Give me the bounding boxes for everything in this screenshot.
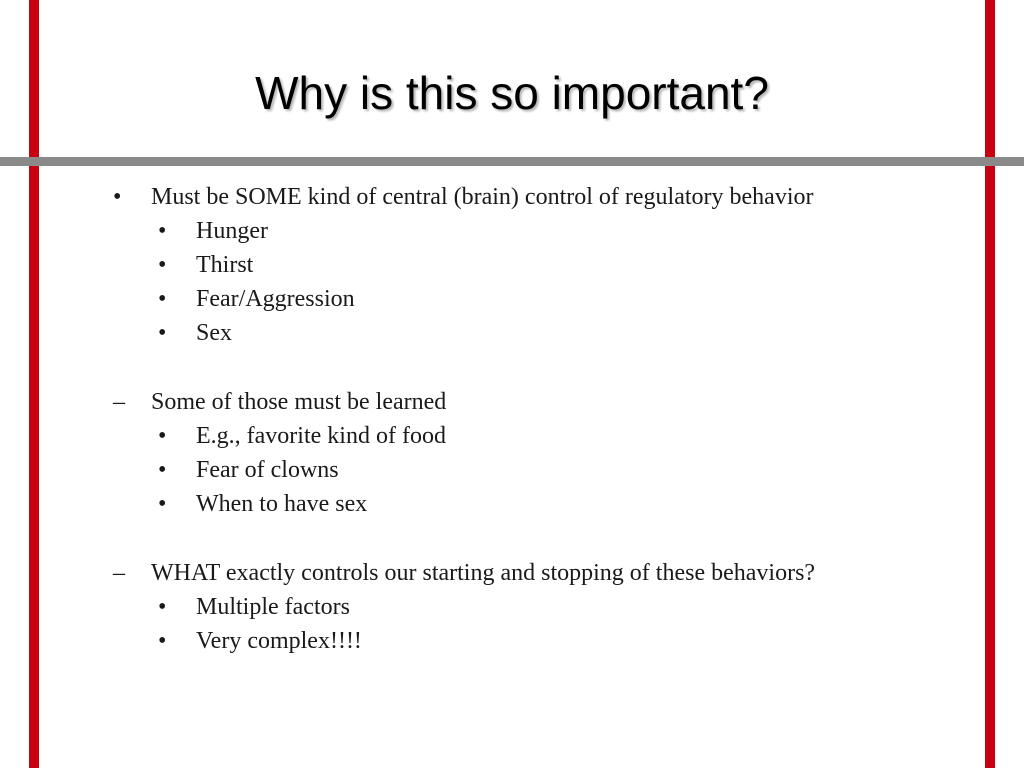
sub-bullet-item: Multiple factors [196, 594, 350, 620]
title-divider [0, 157, 1024, 166]
sub-bullet-marker: • [158, 286, 167, 312]
sub-bullet-item: When to have sex [196, 491, 368, 517]
sub-bullet-marker: • [158, 218, 167, 244]
sub-bullet-item: E.g., favorite kind of food [196, 423, 446, 449]
slide-title: Why is this so important? [255, 67, 769, 119]
sub-bullet-item: Fear/Aggression [196, 286, 355, 312]
dash-item: WHAT exactly controls our starting and stopping of these behaviors? [151, 560, 816, 586]
bullet-marker: • [113, 184, 122, 210]
sub-bullet-item: Thirst [196, 252, 254, 278]
bullet-item: Must be SOME kind of central (brain) control of regulatory behavior [151, 184, 814, 210]
sub-bullet-marker: • [158, 252, 167, 278]
dash-marker: – [113, 560, 125, 586]
sub-bullet-marker: • [158, 423, 167, 449]
sub-bullet-item: Fear of clowns [196, 457, 339, 483]
sub-bullet-item: Sex [196, 320, 232, 346]
sub-bullet-item: Very complex!!!! [196, 628, 362, 654]
dash-item: Some of those must be learned [151, 389, 447, 415]
sub-bullet-marker: • [158, 320, 167, 346]
sub-bullet-marker: • [158, 628, 167, 654]
sub-bullet-item: Hunger [196, 218, 268, 244]
sub-bullet-marker: • [158, 594, 167, 620]
sub-bullet-marker: • [158, 457, 167, 483]
dash-marker: – [113, 389, 125, 415]
sub-bullet-marker: • [158, 491, 167, 517]
